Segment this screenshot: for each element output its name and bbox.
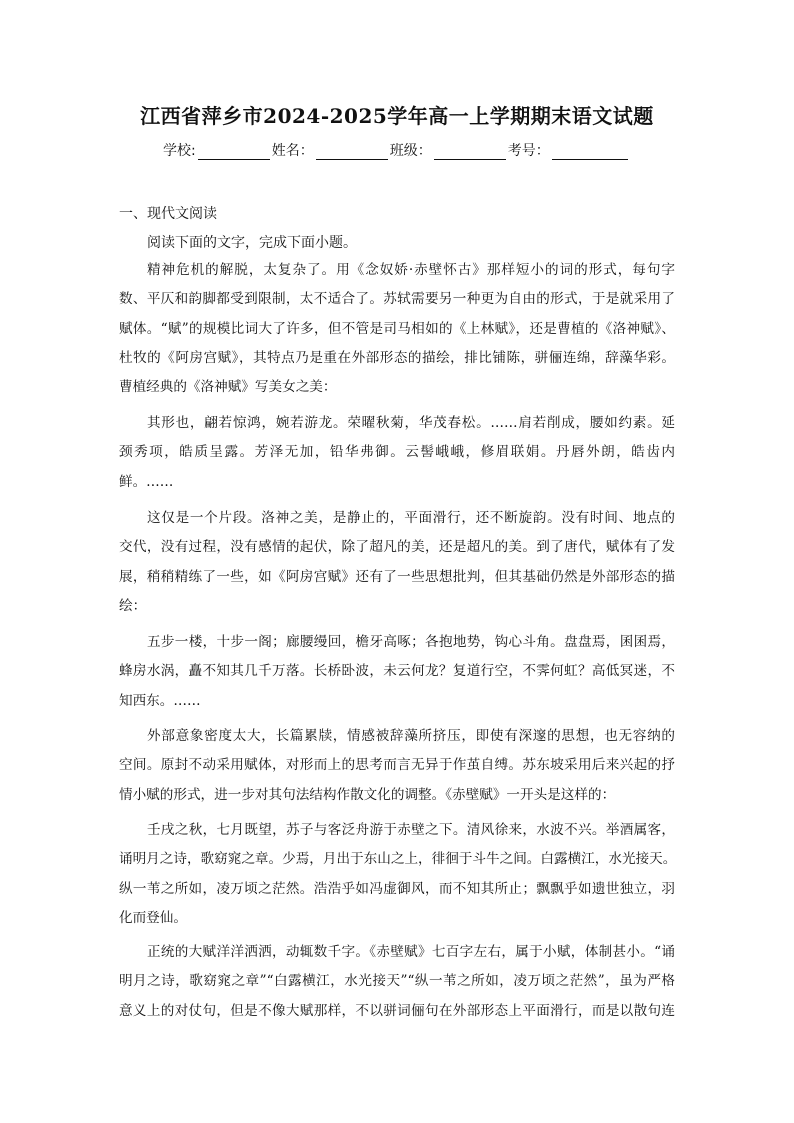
text-line: 交代，没有过程，没有感情的起伏，除了超凡的美，还是超凡的美。到了唐代，赋体有了发 — [119, 539, 675, 556]
reading-instruction: 阅读下面的文字，完成下面小题。 — [147, 235, 357, 251]
name-field[interactable] — [316, 145, 388, 160]
exam-number-label: 考号： — [507, 143, 550, 159]
text-line: 外部意象密度太大，长篇累牍，情感被辞藻所挤压，即使有深邃的思想，也无容纳的 — [147, 728, 675, 744]
text-line: 展，稍稍精练了一些，如《阿房宫赋》还有了一些思想批判，但其基础仍然是外部形态的描 — [119, 568, 675, 585]
paragraph-2-quote — [119, 409, 675, 497]
text-line: 颈秀项，皓质呈露。芳泽无加，铅华弗御。云髻峨峨，修眉联娟。丹唇外朗，皓齿内 — [119, 444, 675, 461]
text-line: 诵明月之诗，歌窈窕之章。少焉，月出于东山之上，徘徊于斗牛之间。白露横江，水光接天。 — [119, 851, 677, 868]
text-line: 精神危机的解脱，太复杂了。用《念奴娇·赤壁怀古》那样短小的词的形式，每句字 — [147, 262, 675, 278]
school-label: 学校: — [163, 143, 196, 159]
text-line: 正统的大赋洋洋洒洒，动辄数千字。《赤壁赋》七百字左右，属于小赋，体制甚小。“诵 — [147, 944, 675, 960]
paragraph-7 — [119, 938, 675, 1026]
paragraph-1 — [119, 256, 675, 402]
paragraph-3 — [119, 504, 675, 621]
class-label: 班级： — [389, 143, 432, 159]
text-line: 意义上的对仗句，但是不像大赋那样，不以骈词俪句在外部形态上平面滑行，而是以散句连 — [119, 1002, 675, 1019]
text-line: 明月之诗，歌窈窕之章”“白露横江，水光接天”“纵一苇之所如，凌万顷之茫然”，虽为严格 — [119, 973, 675, 990]
text-line: 壬戌之秋，七月既望，苏子与客泛舟游于赤壁之下。清风徐来，水波不兴。举酒属客， — [147, 822, 675, 838]
name-label: 姓名： — [271, 143, 314, 159]
text-line: 绘： — [119, 597, 147, 614]
text-line: 杜牧的《阿房宫赋》，其特点乃是重在外部形态的描绘，排比铺陈，骈俪连绵，辞藻华彩。 — [119, 349, 675, 366]
text-line: 这仅是一个片段。洛神之美，是静止的，平面滑行，还不断旋韵。没有时间、地点的 — [147, 510, 675, 526]
paragraph-5 — [119, 722, 675, 810]
text-line: 知西东。…… — [119, 692, 201, 709]
text-line: 曹植经典的《洛神赋》写美女之美： — [119, 379, 337, 396]
class-field[interactable] — [434, 145, 506, 160]
text-line: 赋体。“赋”的规模比词大了许多，但不管是司马相如的《上林赋》，还是曹植的《洛神赋》、 — [119, 320, 675, 337]
text-line: 情小赋的形式，进一步对其句法结构作散文化的调整。《赤壁赋》一开头是这样的： — [119, 786, 616, 803]
paragraph-4-quote — [119, 628, 675, 716]
text-line: 五步一楼，十步一阁；廊腰缦回，檐牙高啄；各抱地势，钩心斗角。盘盘焉，囷囷焉， — [147, 634, 675, 650]
text-line: 数、平仄和韵脚都受到限制，太不适合了。苏轼需要另一种更为自由的形式，于是就采用了 — [119, 291, 675, 308]
school-field[interactable] — [198, 145, 270, 160]
text-line: 其形也，翩若惊鸿，婉若游龙。荣曜秋菊，华茂春松。……肩若削成，腰如约素。延 — [147, 415, 675, 431]
text-line: 化而登仙。 — [119, 909, 187, 926]
text-line: 鲜。…… — [119, 473, 174, 490]
text-line: 纵一苇之所如，凌万顷之茫然。浩浩乎如冯虚御风，而不知其所止；飘飘乎如遗世独立，羽 — [119, 880, 675, 897]
paragraph-6-quote — [119, 816, 675, 933]
exam-number-field[interactable] — [552, 145, 628, 160]
text-line: 空间。原封不动采用赋体，对形而上的思考而言无异于作茧自缚。苏东坡采用后来兴起的抒 — [119, 757, 675, 774]
section-heading: 一、现代文阅读 — [119, 206, 217, 222]
text-line: 蜂房水涡，矗不知其几千万落。长桥卧波，未云何龙？复道行空，不霁何虹？高低冥迷，不 — [119, 663, 675, 680]
student-info-line — [163, 140, 630, 160]
page-title: 江西省萍乡市2024-2025学年高一上学期期末语文试题 — [140, 104, 654, 128]
